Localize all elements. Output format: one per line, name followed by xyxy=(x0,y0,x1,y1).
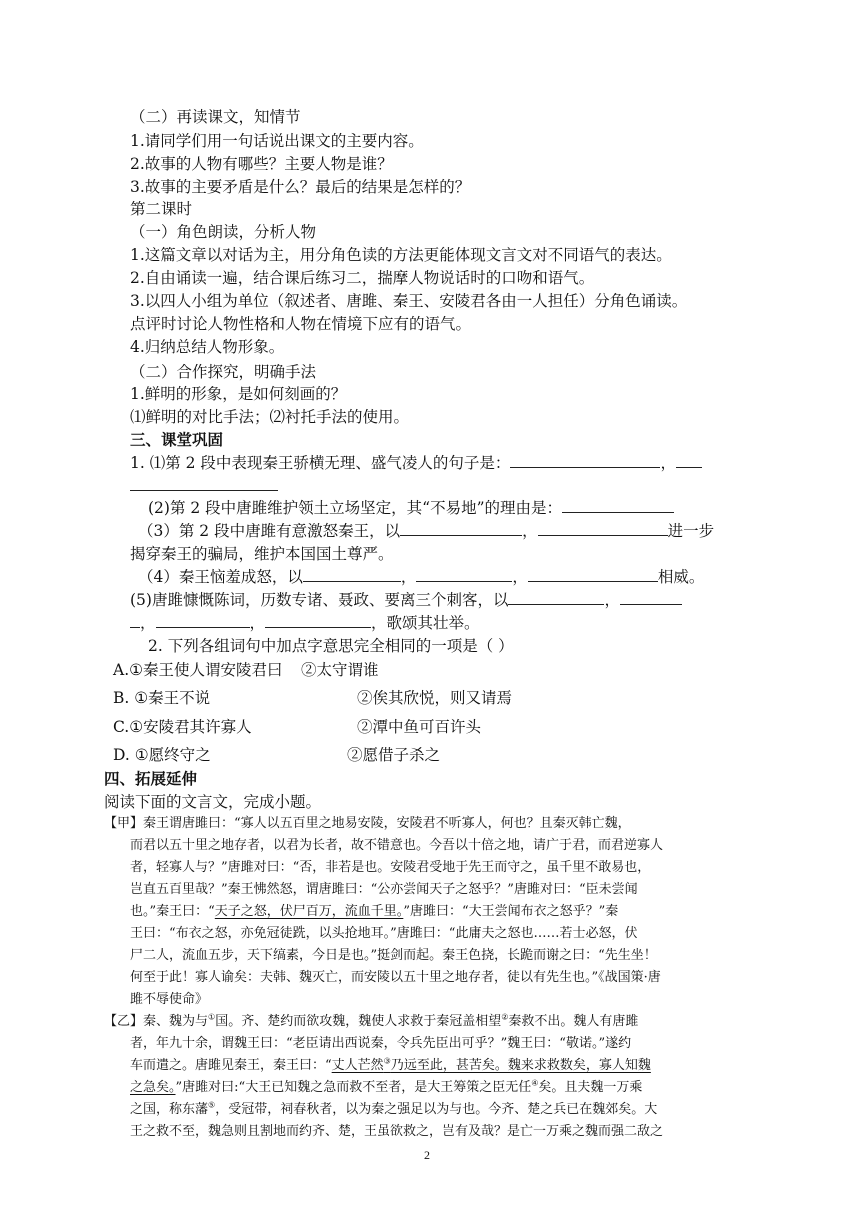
answer-blank[interactable] xyxy=(510,453,660,468)
page-number: 2 xyxy=(424,1148,430,1162)
answer-blank[interactable] xyxy=(400,521,522,536)
answer-blank-line xyxy=(130,476,278,496)
passage-yi-line: 之国，称东藩⑤，受冠带，祠春秋者，以为秦之强足以为与也。今齐、楚之兵已在魏郊矣。大 xyxy=(130,1100,658,1117)
answer-blank[interactable] xyxy=(130,476,278,491)
answer-blank[interactable] xyxy=(676,453,702,468)
reading-intro: 阅读下面的文言文，完成小题。 xyxy=(104,793,322,811)
passage-jia-line: 何至于此！寡人谕矣：夫韩、魏灭亡，而安陵以五十里之地存者，徒以有先生也。”《战国策·唐 xyxy=(130,970,661,985)
section-heading-extension: 四、拓展延伸 xyxy=(104,769,198,788)
question-text: 3.故事的主要矛盾是什么？最后的结果是怎样的？ xyxy=(130,178,471,196)
body-line: 1.鲜明的形象，是如何刻画的？ xyxy=(130,385,347,403)
underlined-sentence: 丈人芒然③乃远至此，甚苦矣。魏来求救数矣，寡人知魏 xyxy=(331,1056,651,1073)
underlined-sentence: 之急矣。 xyxy=(130,1080,176,1095)
choice-question: 2. 下列各组词句中加点字意思完全相同的一项是（ ） xyxy=(148,637,514,655)
choice-option-b: B. ①秦王不说 ②俟其欣悦，则又请焉 xyxy=(113,689,513,707)
question-text: 1. ⑴第 2 段中表现秦王骄横无理、盛气凌人的句子是： xyxy=(130,454,511,472)
underlined-sentence: 天子之怒，伏尸百万，流血千里。 xyxy=(214,904,404,919)
passage-yi-line: 者，年九十余，谓魏王曰：“老臣请出西说秦，令兵先臣出可乎？”魏王曰：“敬诺。”遂约 xyxy=(130,1036,632,1051)
passage-jia-line: 岂直五百里哉？”秦王怫然怒，谓唐雎曰：“公亦尝闻天子之怒乎？”唐雎对曰：“臣未尝闻 xyxy=(130,882,638,897)
body-line: 1.这篇文章以对话为主，用分角色读的方法更能体现文言文对不同语气的表达。 xyxy=(130,246,672,264)
passage-jia-line: 雎不辱使命》 xyxy=(130,992,209,1007)
fill-question-1: 1. ⑴第 2 段中表现秦王骄横无理、盛气凌人的句子是： ， xyxy=(130,453,702,473)
answer-blank[interactable] xyxy=(562,498,674,513)
passage-jia-line: 而君以五十里之地存者，以君为长者，故不错意也。今吾以十倍之地，请广于君，而君逆寡人 xyxy=(130,838,664,853)
passage-yi-line: 之急矣。”唐雎对曰:“大王已知魏之急而救不至者，是大王筹策之臣无任④矣。且夫魏一万乘 xyxy=(130,1078,643,1095)
answer-blank[interactable] xyxy=(528,567,658,582)
body-line: 2.自由诵读一遍，结合课后练习二，揣摩人物说话时的口吻和语气。 xyxy=(130,269,595,287)
answer-blank[interactable] xyxy=(416,567,512,582)
section-heading-reread: （二）再读课文，知情节 xyxy=(130,108,301,126)
question-text: 1.请同学们用一句话说出课文的主要内容。 xyxy=(130,132,424,150)
passage-yi-line: 车而遣之。唐雎见秦王，秦王曰：“丈人芒然③乃远至此，甚苦矣。魏来求救数矣，寡人知魏 xyxy=(130,1056,651,1073)
fill-question-5: (5)唐雎慷慨陈词，历数专诸、聂政、要离三个刺客，以 ， xyxy=(130,590,682,610)
answer-blank[interactable] xyxy=(620,590,682,605)
section-heading-roles: （一）角色朗读，分析人物 xyxy=(130,223,317,241)
answer-blank[interactable] xyxy=(130,613,140,628)
passage-jia-line: 【甲】秦王谓唐雎曰：“寡人以五百里之地易安陵，安陵君不听寡人，何也？且秦灭韩亡魏， xyxy=(104,816,631,831)
body-line: 揭穿秦王的骗局，维护本国国土尊严。 xyxy=(130,545,394,563)
passage-yi-line: 【乙】秦、魏为与①国。齐、楚约而欲攻魏，魏使人求救于秦冠盖相望②秦救不出。魏人有唐雎 xyxy=(104,1012,639,1029)
fill-question-4: （4）秦王恼羞成怒，以 ， ， 相威。 xyxy=(138,568,705,586)
passage-jia-line: 也。”秦王曰：“天子之怒，伏尸百万，流血千里。”唐雎曰：“大王尝闻布衣之怒乎？”秦 xyxy=(130,904,619,919)
body-line: ⑴鲜明的对比手法；⑵衬托手法的使用。 xyxy=(130,408,410,426)
passage-jia-line: 王曰：“布衣之怒，亦免冠徒跣，以头抢地耳。”唐雎曰：“此庸夫之怒也……若士必怒，伏 xyxy=(130,926,638,941)
question-text: （4）秦王恼羞成怒，以 xyxy=(138,568,303,586)
passage-jia-line: 尸二人，流血五步，天下缟素，今日是也。”挺剑而起。秦王色挠，长跪而谢之曰：“先生坐！ xyxy=(130,948,657,963)
passage-jia-line: 者，轻寡人与？”唐雎对曰：“否，非若是也。安陵君受地于先王而守之，虽千里不敢易也， xyxy=(130,860,651,875)
fill-question-5-cont: ， ， ，歌颂其壮举。 xyxy=(130,613,480,633)
lesson-title: 第二课时 xyxy=(130,200,193,218)
choice-option-a: A.①秦王使人谓安陵君曰 ②太守谓谁 xyxy=(113,661,379,679)
choice-option-d: D. ①愿终守之 ②愿借子杀之 xyxy=(113,746,441,764)
body-line: 3.以四人小组为单位（叙述者、唐雎、秦王、安陵君各由一人担任）分角色诵读。 xyxy=(130,292,688,310)
choice-option-c: C.①安陵君其许寡人 ②潭中鱼可百许头 xyxy=(113,718,482,736)
answer-blank[interactable] xyxy=(265,613,371,628)
question-text: （3）第 2 段中唐雎有意激怒秦王，以 xyxy=(138,522,401,540)
answer-blank[interactable] xyxy=(156,613,250,628)
question-text: (5)唐雎慷慨陈词，历数专诸、聂政、要离三个刺客，以 xyxy=(130,591,509,609)
fill-question-2 xyxy=(148,498,674,518)
answer-blank[interactable] xyxy=(303,567,401,582)
question-text: 2.故事的人物有哪些？主要人物是谁？ xyxy=(130,155,393,173)
section-heading-explore: （二）合作探究，明确手法 xyxy=(130,363,317,381)
body-line: 4.归纳总结人物形象。 xyxy=(130,338,285,356)
body-line: 点评时讨论人物性格和人物在情境下应有的语气。 xyxy=(130,315,472,333)
fill-question-3: （3）第 2 段中唐雎有意激怒秦王，以 ， 进一步 xyxy=(138,522,715,540)
section-heading-consolidate: 三、课堂巩固 xyxy=(130,430,224,449)
answer-blank[interactable] xyxy=(508,590,604,605)
answer-blank[interactable] xyxy=(538,521,668,536)
passage-yi-line: 王之救不至，魏急则且割地而约齐、楚，王虽欲救之，岂有及哉？是亡一万乘之魏而强二敌之 xyxy=(130,1124,664,1139)
question-text: (2)第 2 段中唐雎维护领土立场坚定，其“不易地”的理由是： xyxy=(148,499,563,517)
